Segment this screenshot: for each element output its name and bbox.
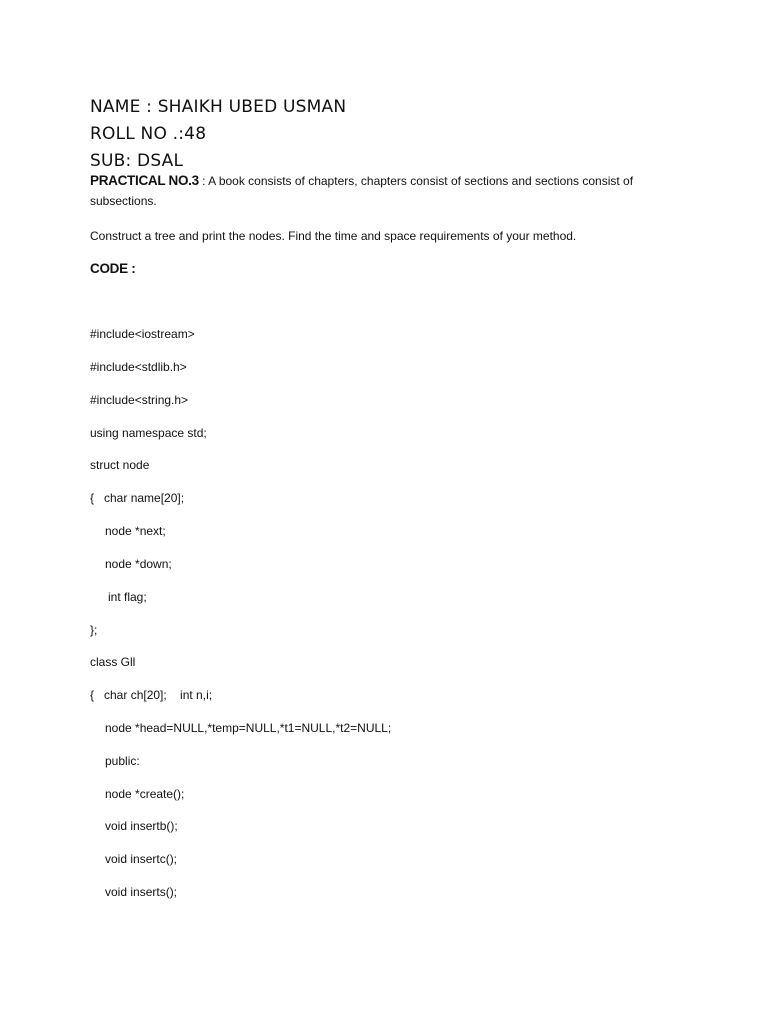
- code-line: using namespace std;: [90, 426, 207, 440]
- code-line: node *down;: [105, 557, 172, 571]
- roll-number: ROLL NO .:48: [90, 124, 207, 144]
- code-line: { char name[20];: [90, 491, 185, 505]
- code-line: #include<string.h>: [90, 393, 189, 407]
- code-line: };: [90, 623, 98, 637]
- subject: SUB: DSAL: [90, 151, 184, 171]
- code-line: #include<iostream>: [90, 327, 195, 341]
- practical-text: : A book consists of chapters, chapters consist of sections and sections consist of subsections.: [90, 174, 634, 208]
- code-line: struct node: [90, 458, 150, 472]
- code-line: node *create();: [105, 787, 185, 801]
- code-heading: CODE :: [90, 261, 136, 276]
- code-line: public:: [105, 754, 140, 768]
- code-line: { char ch[20]; int n,i;: [90, 688, 213, 702]
- practical-description: [90, 171, 650, 211]
- task-statement: Construct a tree and print the nodes. Find the time and space requirements of your method.: [90, 229, 577, 243]
- practical-label: PRACTICAL NO.3: [90, 173, 199, 188]
- code-line: void insertc();: [105, 852, 178, 866]
- code-line: void inserts();: [105, 885, 178, 899]
- code-line: node *next;: [105, 524, 166, 538]
- code-line: node *head=NULL,*temp=NULL,*t1=NULL,*t2=NULL;: [105, 721, 392, 735]
- student-name: NAME : SHAIKH UBED USMAN: [90, 97, 347, 117]
- code-line: int flag;: [108, 590, 147, 604]
- code-line: void insertb();: [105, 819, 178, 833]
- code-line: class Gll: [90, 655, 136, 669]
- code-line: #include<stdlib.h>: [90, 360, 187, 374]
